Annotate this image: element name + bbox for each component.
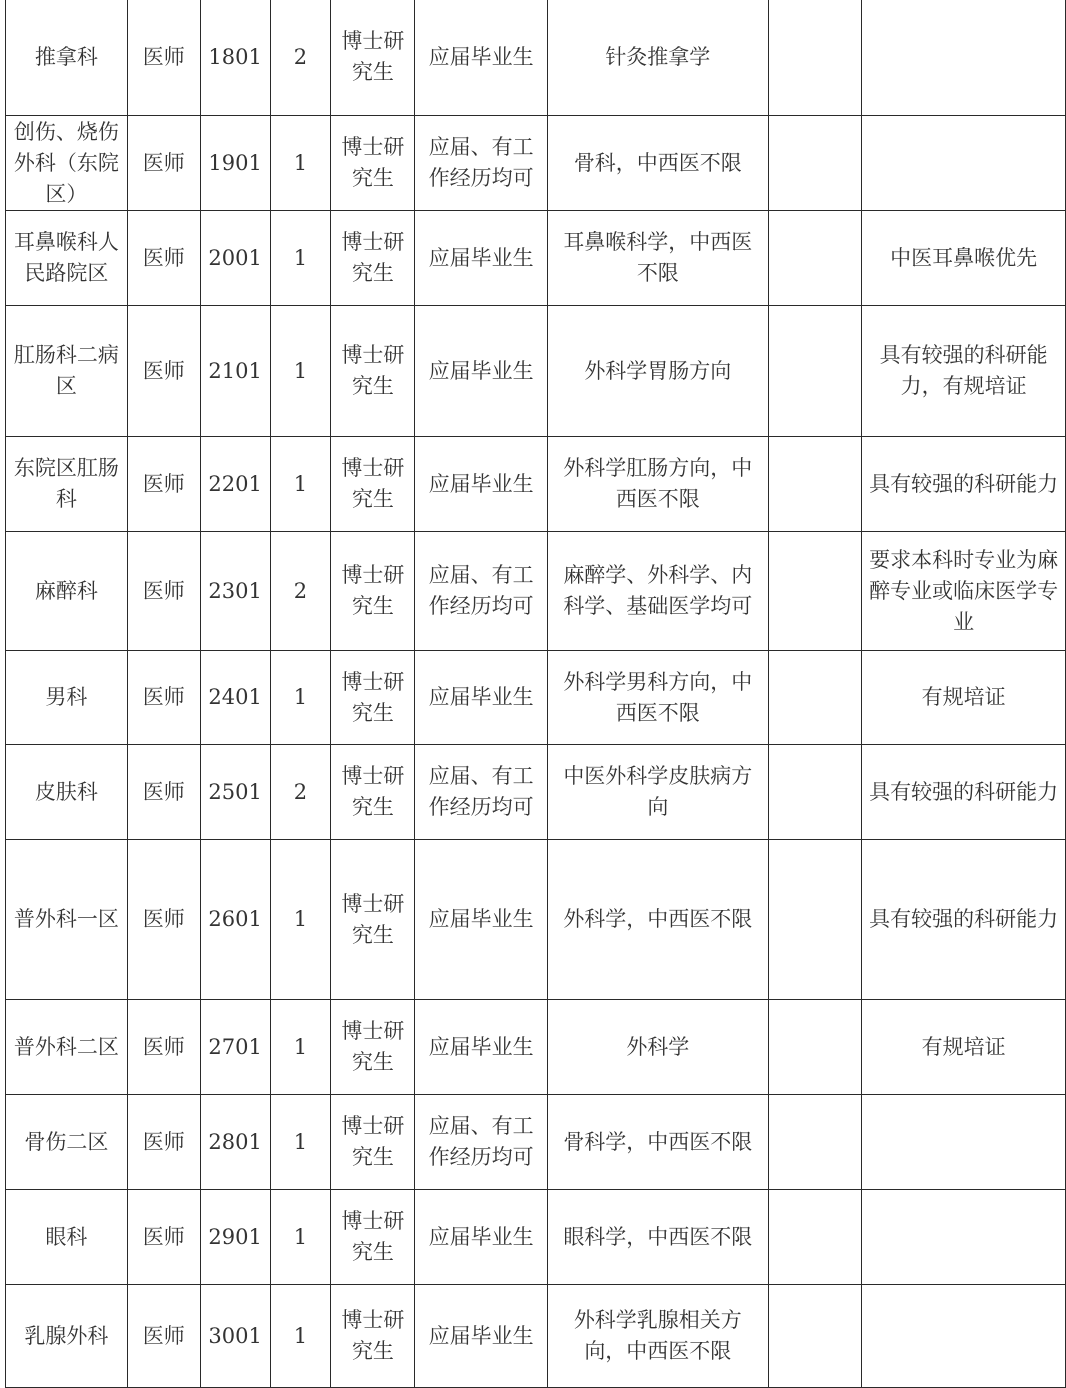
cell-note: 有规培证	[862, 1000, 1066, 1095]
cell-code: 2101	[200, 306, 270, 437]
cell-post: 医师	[127, 651, 200, 745]
table-row	[6, 116, 1066, 211]
cell-post: 医师	[127, 1190, 200, 1285]
cell-type: 应届毕业生	[415, 1000, 548, 1095]
cell-dept: 眼科	[6, 1190, 128, 1285]
cell-major: 耳鼻喉科学，中西医不限	[548, 211, 769, 306]
cell-note	[862, 1095, 1066, 1190]
cell-dept: 耳鼻喉科人民路院区	[6, 211, 128, 306]
cell-post: 医师	[127, 437, 200, 532]
cell-major: 外科学乳腺相关方向，中西医不限	[548, 1285, 769, 1388]
cell-code: 2801	[200, 1095, 270, 1190]
cell-code: 2501	[200, 745, 270, 840]
cell-major: 外科学	[548, 1000, 769, 1095]
cell-code: 1801	[200, 0, 270, 116]
cell-post: 医师	[127, 1285, 200, 1388]
cell-code: 3001	[200, 1285, 270, 1388]
cell-count: 1	[270, 840, 331, 1000]
cell-blank	[768, 532, 862, 651]
cell-major: 麻醉学、外科学、内科学、基础医学均可	[548, 532, 769, 651]
cell-count: 1	[270, 1285, 331, 1388]
cell-type: 应届、有工作经历均可	[415, 116, 548, 211]
table-body	[6, 0, 1066, 1388]
cell-edu: 博士研究生	[331, 116, 415, 211]
table-row	[6, 745, 1066, 840]
cell-count: 2	[270, 0, 331, 116]
cell-post: 医师	[127, 1000, 200, 1095]
cell-blank	[768, 116, 862, 211]
table-row	[6, 437, 1066, 532]
table-row	[6, 840, 1066, 1000]
cell-note	[862, 0, 1066, 116]
cell-note	[862, 116, 1066, 211]
cell-note: 具有较强的科研能力	[862, 840, 1066, 1000]
cell-dept: 推拿科	[6, 0, 128, 116]
cell-type: 应届毕业生	[415, 1285, 548, 1388]
cell-dept: 肛肠科二病区	[6, 306, 128, 437]
cell-post: 医师	[127, 1095, 200, 1190]
cell-blank	[768, 745, 862, 840]
cell-edu: 博士研究生	[331, 1190, 415, 1285]
cell-dept: 创伤、烧伤外科（东院区）	[6, 116, 128, 211]
cell-dept: 皮肤科	[6, 745, 128, 840]
cell-type: 应届毕业生	[415, 211, 548, 306]
cell-edu: 博士研究生	[331, 651, 415, 745]
cell-type: 应届毕业生	[415, 437, 548, 532]
cell-major: 眼科学，中西医不限	[548, 1190, 769, 1285]
cell-blank	[768, 840, 862, 1000]
cell-edu: 博士研究生	[331, 1000, 415, 1095]
cell-edu: 博士研究生	[331, 1285, 415, 1388]
cell-type: 应届毕业生	[415, 0, 548, 116]
cell-post: 医师	[127, 306, 200, 437]
cell-code: 1901	[200, 116, 270, 211]
cell-type: 应届、有工作经历均可	[415, 1095, 548, 1190]
table-row	[6, 651, 1066, 745]
table-row	[6, 1190, 1066, 1285]
table-row	[6, 306, 1066, 437]
cell-blank	[768, 0, 862, 116]
cell-edu: 博士研究生	[331, 532, 415, 651]
cell-post: 医师	[127, 745, 200, 840]
table-row	[6, 1285, 1066, 1388]
cell-code: 2001	[200, 211, 270, 306]
cell-count: 2	[270, 745, 331, 840]
cell-major: 外科学男科方向，中西医不限	[548, 651, 769, 745]
cell-dept: 普外科二区	[6, 1000, 128, 1095]
cell-count: 1	[270, 116, 331, 211]
cell-count: 1	[270, 1190, 331, 1285]
cell-note: 要求本科时专业为麻醉专业或临床医学专业	[862, 532, 1066, 651]
cell-edu: 博士研究生	[331, 0, 415, 116]
cell-major: 外科学胃肠方向	[548, 306, 769, 437]
cell-edu: 博士研究生	[331, 1095, 415, 1190]
cell-count: 2	[270, 532, 331, 651]
cell-blank	[768, 1285, 862, 1388]
cell-type: 应届毕业生	[415, 1190, 548, 1285]
cell-blank	[768, 1095, 862, 1190]
cell-blank	[768, 651, 862, 745]
cell-code: 2201	[200, 437, 270, 532]
cell-edu: 博士研究生	[331, 306, 415, 437]
cell-post: 医师	[127, 532, 200, 651]
cell-post: 医师	[127, 211, 200, 306]
cell-code: 2601	[200, 840, 270, 1000]
cell-note: 具有较强的科研能力，有规培证	[862, 306, 1066, 437]
recruitment-table	[5, 0, 1066, 1388]
cell-type: 应届、有工作经历均可	[415, 745, 548, 840]
cell-count: 1	[270, 211, 331, 306]
cell-dept: 男科	[6, 651, 128, 745]
cell-code: 2301	[200, 532, 270, 651]
cell-dept: 普外科一区	[6, 840, 128, 1000]
cell-code: 2701	[200, 1000, 270, 1095]
table-row	[6, 532, 1066, 651]
cell-dept: 乳腺外科	[6, 1285, 128, 1388]
cell-count: 1	[270, 1000, 331, 1095]
cell-edu: 博士研究生	[331, 745, 415, 840]
cell-count: 1	[270, 1095, 331, 1190]
cell-major: 骨科学，中西医不限	[548, 1095, 769, 1190]
cell-type: 应届毕业生	[415, 840, 548, 1000]
cell-note: 中医耳鼻喉优先	[862, 211, 1066, 306]
cell-note	[862, 1190, 1066, 1285]
cell-blank	[768, 1190, 862, 1285]
cell-note: 有规培证	[862, 651, 1066, 745]
cell-blank	[768, 437, 862, 532]
cell-type: 应届、有工作经历均可	[415, 532, 548, 651]
cell-blank	[768, 306, 862, 437]
cell-type: 应届毕业生	[415, 306, 548, 437]
cell-dept: 麻醉科	[6, 532, 128, 651]
cell-major: 中医外科学皮肤病方向	[548, 745, 769, 840]
cell-code: 2901	[200, 1190, 270, 1285]
cell-note: 具有较强的科研能力	[862, 437, 1066, 532]
cell-edu: 博士研究生	[331, 840, 415, 1000]
cell-count: 1	[270, 651, 331, 745]
cell-major: 骨科，中西医不限	[548, 116, 769, 211]
cell-major: 外科学肛肠方向，中西医不限	[548, 437, 769, 532]
cell-code: 2401	[200, 651, 270, 745]
cell-type: 应届毕业生	[415, 651, 548, 745]
cell-dept: 骨伤二区	[6, 1095, 128, 1190]
cell-note	[862, 1285, 1066, 1388]
cell-major: 针灸推拿学	[548, 0, 769, 116]
table-row	[6, 0, 1066, 116]
cell-dept: 东院区肛肠科	[6, 437, 128, 532]
cell-post: 医师	[127, 0, 200, 116]
cell-note: 具有较强的科研能力	[862, 745, 1066, 840]
cell-count: 1	[270, 306, 331, 437]
table-row	[6, 1000, 1066, 1095]
table-row	[6, 211, 1066, 306]
cell-post: 医师	[127, 840, 200, 1000]
cell-count: 1	[270, 437, 331, 532]
cell-edu: 博士研究生	[331, 211, 415, 306]
cell-major: 外科学，中西医不限	[548, 840, 769, 1000]
cell-blank	[768, 1000, 862, 1095]
table-row	[6, 1095, 1066, 1190]
cell-blank	[768, 211, 862, 306]
cell-edu: 博士研究生	[331, 437, 415, 532]
cell-post: 医师	[127, 116, 200, 211]
